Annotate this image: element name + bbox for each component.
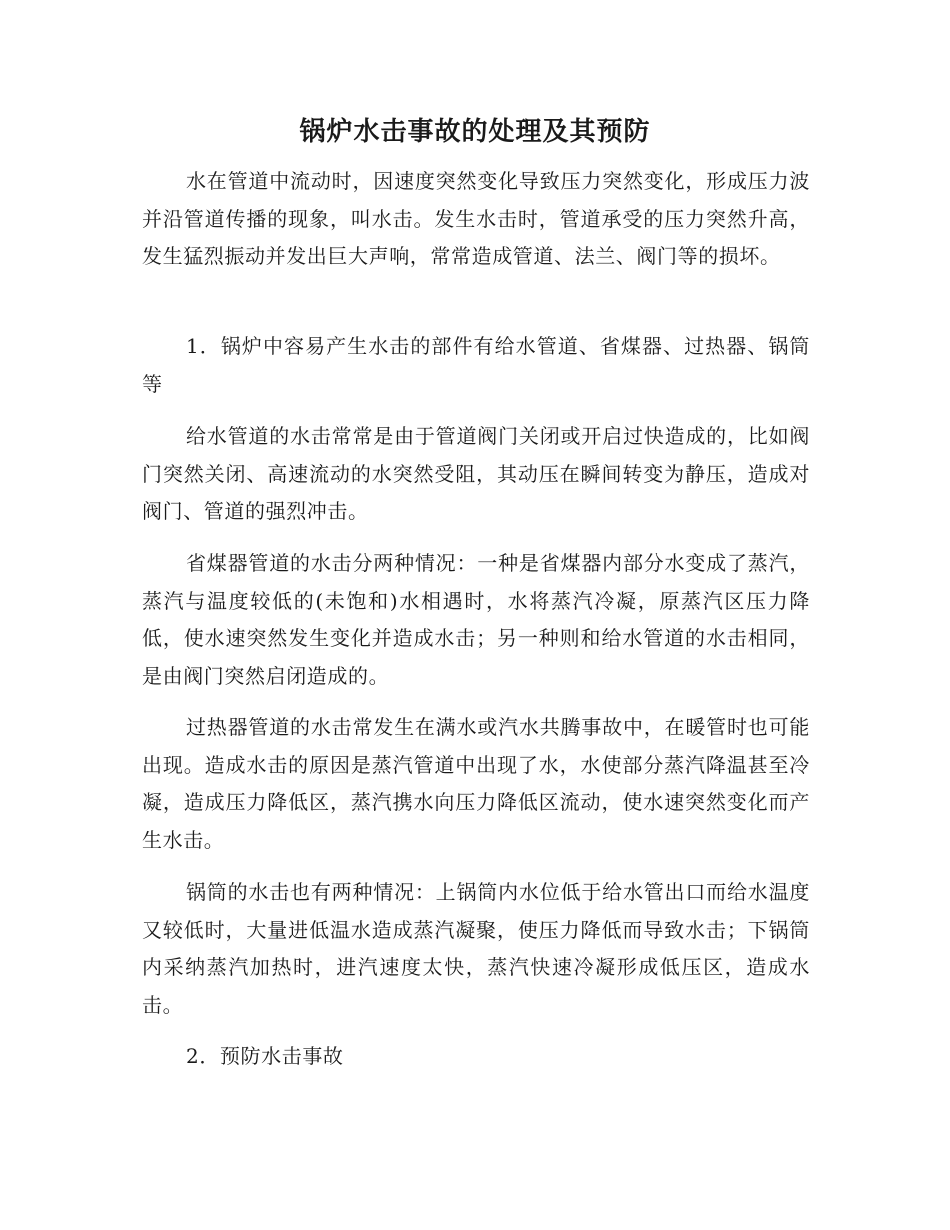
drum-paragraph: 锅筒的水击也有两种情况：上锅筒内水位低于给水管出口而给水温度又较低时，大量进低温水造成蒸汽凝聚，使压力降低而导致水击；下锅筒内采纳蒸汽加热时，进汽速度太快，蒸汽快速冷凝形成低压区，造成水击。 xyxy=(142,880,810,1017)
document-title: 锅炉水击事故的处理及其预防 xyxy=(299,117,651,147)
section-heading-1: 1．锅炉中容易产生水击的部件有给水管道、省煤器、过热器、锅筒等 xyxy=(142,334,810,396)
intro-paragraph: 水在管道中流动时，因速度突然变化导致压力突然变化，形成压力波并沿管道传播的现象，叫水击。发生水击时，管道承受的压力突然升高，发生猛烈振动并发出巨大声响，常常造成管道、法兰、阀门等的损坏。 xyxy=(142,169,810,268)
feedwater-pipe-paragraph: 给水管道的水击常常是由于管道阀门关闭或开启过快造成的，比如阀门突然关闭、高速流动的水突然受阻，其动压在瞬间转变为静压，造成对阀门、管道的强烈冲击。 xyxy=(142,424,810,523)
economizer-paragraph: 省煤器管道的水击分两种情况：一种是省煤器内部分水变成了蒸汽，蒸汽与温度较低的(未饱和)水相遇时，水将蒸汽冷凝，原蒸汽区压力降低，使水速突然发生变化并造成水击；另一种则和给水管道的水击相同，是由阀门突然启闭造成的。 xyxy=(142,551,810,688)
section-heading-2: 2．预防水击事故 xyxy=(186,1044,344,1068)
superheater-paragraph: 过热器管道的水击常发生在满水或汽水共腾事故中，在暖管时也可能出现。造成水击的原因是蒸汽管道中出现了水，水使部分蒸汽降温甚至冷凝，造成压力降低区，蒸汽携水向压力降低区流动，使水速突然变化而产生水击。 xyxy=(142,715,810,852)
